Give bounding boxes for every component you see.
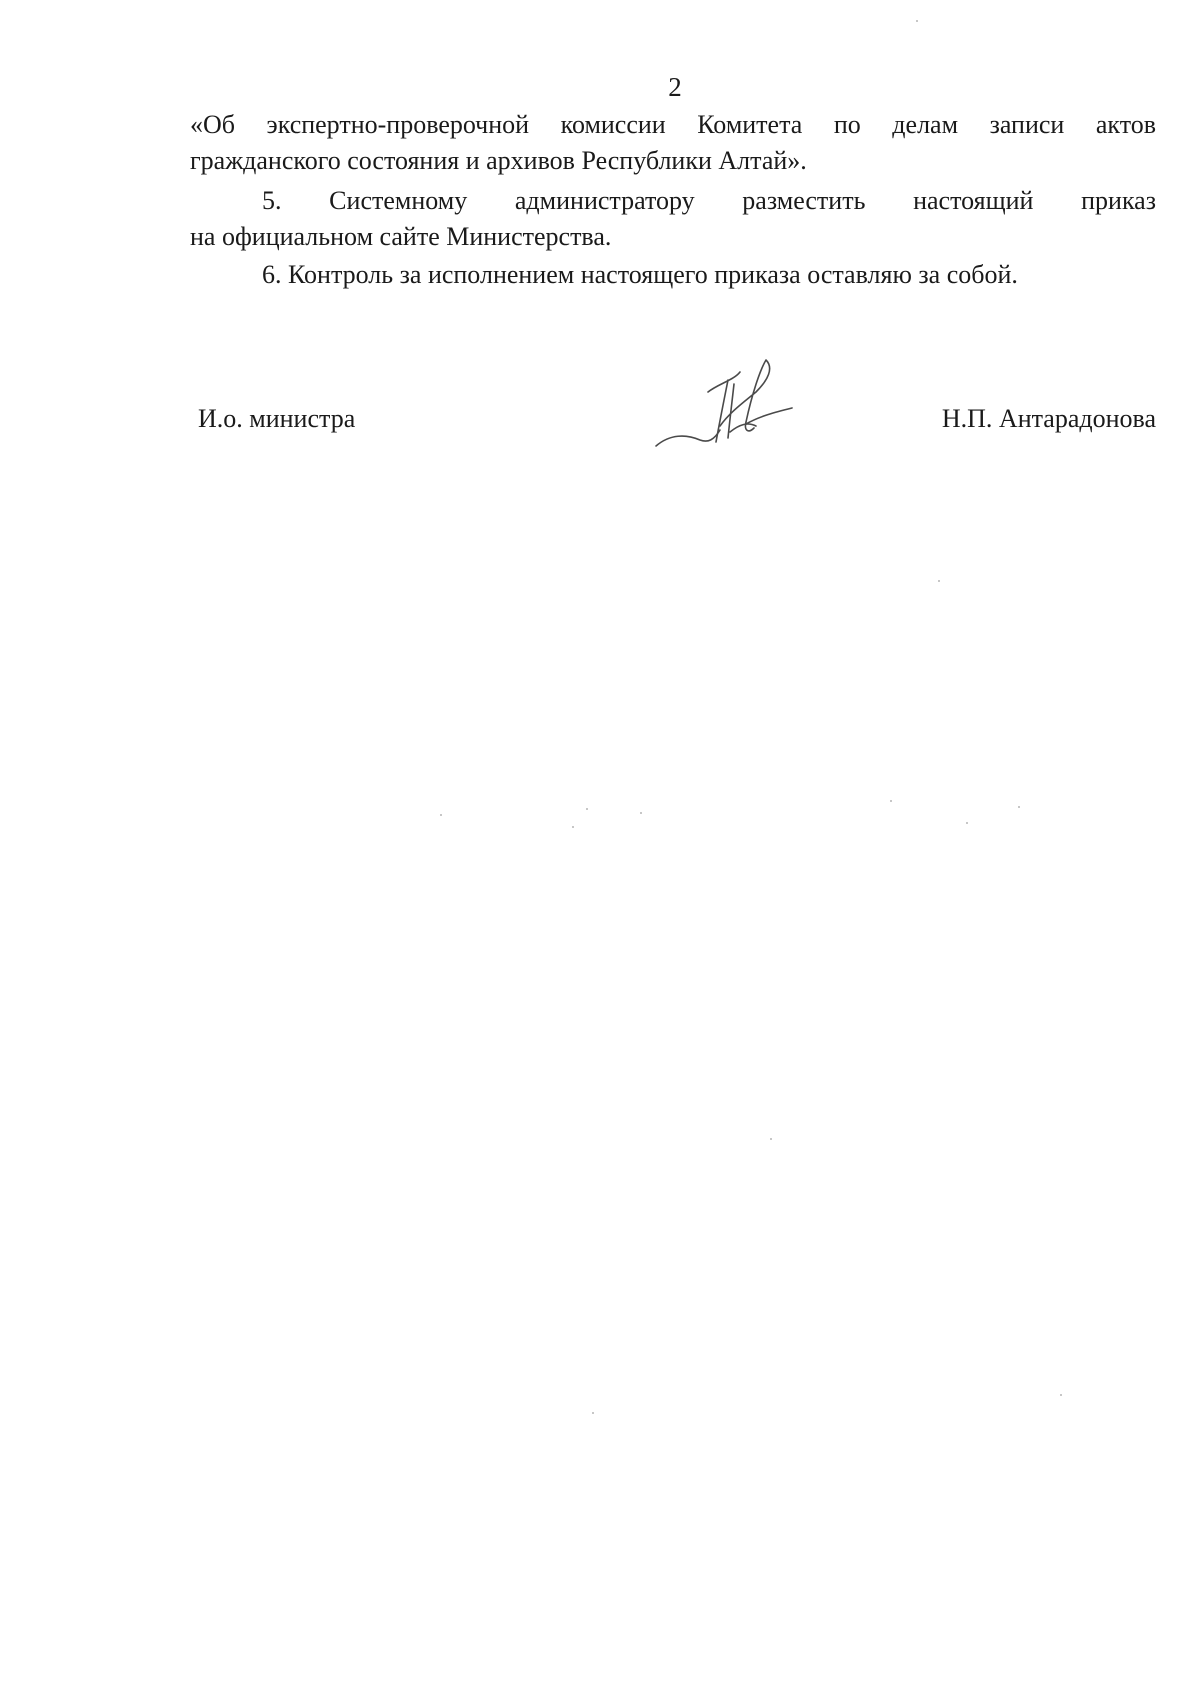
scan-speck-7 xyxy=(1018,806,1020,808)
scan-speck-12 xyxy=(1060,1394,1062,1396)
scan-speck-8 xyxy=(938,580,940,582)
scan-speck-2 xyxy=(586,808,588,810)
scan-speck-5 xyxy=(890,800,892,802)
signatory-name: Н.П. Антарадонова xyxy=(941,404,1156,433)
scan-speck-10 xyxy=(592,1412,594,1414)
body-text-line-1: «Об экспертно-проверочной комиссии Комитета по делам записи актов xyxy=(190,110,1156,139)
body-text-line-2: гражданского состояния и архивов Республики Алтай». xyxy=(190,146,807,175)
scan-speck-11 xyxy=(916,20,918,22)
handwritten-signature xyxy=(648,350,798,455)
page-number: 2 xyxy=(668,72,682,102)
item-5-line-2: на официальном сайте Министерства. xyxy=(190,222,612,251)
scan-speck-4 xyxy=(572,826,574,828)
scan-speck-9 xyxy=(770,1138,772,1140)
scan-speck-1 xyxy=(440,814,442,816)
item-5-line-1: 5. Системному администратору разместить настоящий приказ xyxy=(262,186,1156,215)
signatory-position: И.о. министра xyxy=(198,404,356,433)
scan-speck-6 xyxy=(966,822,968,824)
item-6: 6. Контроль за исполнением настоящего приказа оставляю за собой. xyxy=(262,260,1018,289)
scan-speck-3 xyxy=(640,812,642,814)
